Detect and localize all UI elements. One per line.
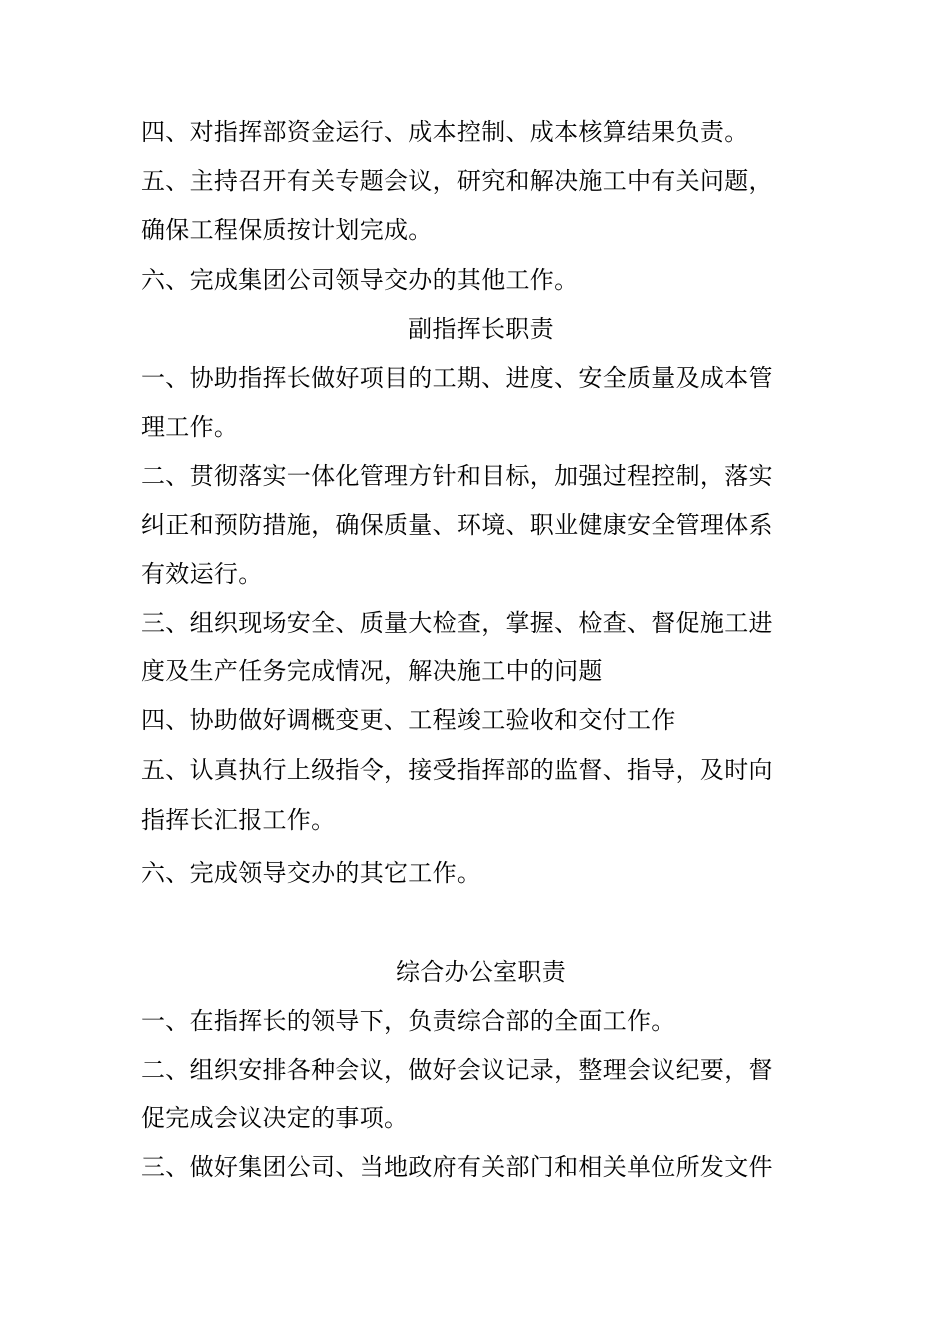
paragraph-line: 二、贯彻落实一体化管理方针和目标，加强过程控制，落实 <box>141 462 773 490</box>
paragraph-line: 度及生产任务完成情况，解决施工中的问题 <box>141 657 603 685</box>
paragraph-line: 四、协助做好调概变更、工程竣工验收和交付工作 <box>141 706 676 734</box>
paragraph-line: 二、组织安排各种会议，做好会议记录，整理会议纪要，督 <box>141 1056 773 1084</box>
paragraph-line: 促完成会议决定的事项。 <box>141 1104 409 1132</box>
paragraph-line: 五、认真执行上级指令，接受指挥部的监督、指导，及时向 <box>141 756 773 784</box>
paragraph-line: 六、完成领导交办的其它工作。 <box>141 859 482 887</box>
paragraph-line: 四、对指挥部资金运行、成本控制、成本核算结果负责。 <box>141 118 749 146</box>
paragraph-line: 确保工程保质按计划完成。 <box>141 216 433 244</box>
paragraph-line: 五、主持召开有关专题会议，研究和解决施工中有关问题， <box>141 167 773 195</box>
paragraph-line: 有效运行。 <box>141 560 263 588</box>
paragraph-line: 纠正和预防措施，确保质量、环境、职业健康安全管理体系 <box>141 511 773 539</box>
section-heading: 综合办公室职责 <box>395 958 567 986</box>
paragraph-line: 指挥长汇报工作。 <box>141 806 336 834</box>
paragraph-line: 理工作。 <box>141 413 239 441</box>
paragraph-line: 三、做好集团公司、当地政府有关部门和相关单位所发文件 <box>141 1153 773 1181</box>
paragraph-line: 三、组织现场安全、质量大检查，掌握、检查、督促施工进 <box>141 609 773 637</box>
paragraph-line: 一、在指挥长的领导下，负责综合部的全面工作。 <box>141 1007 676 1035</box>
section-heading: 副指挥长职责 <box>408 315 554 343</box>
paragraph-line: 六、完成集团公司领导交办的其他工作。 <box>141 266 579 294</box>
paragraph-line: 一、协助指挥长做好项目的工期、进度、安全质量及成本管 <box>141 364 773 392</box>
